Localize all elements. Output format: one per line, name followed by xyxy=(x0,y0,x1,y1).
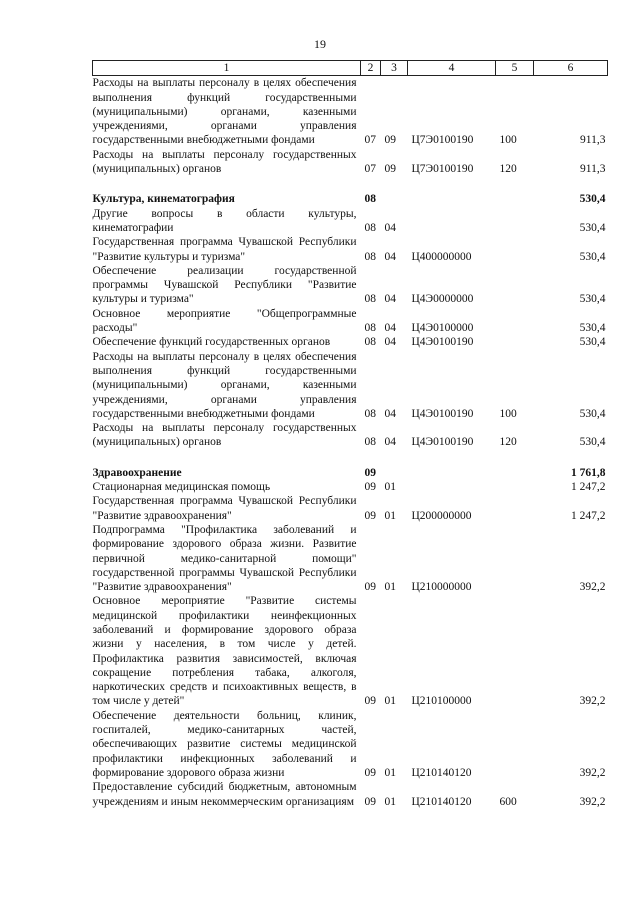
cell-c3: 04 xyxy=(384,407,396,420)
cell-c2: 08 xyxy=(364,250,376,263)
section-row xyxy=(93,176,608,206)
cell-c3 xyxy=(381,176,408,206)
column-header: 2 xyxy=(361,61,381,76)
cell-c2: 09 xyxy=(364,509,376,522)
cell-c2: 08 xyxy=(364,436,376,449)
cell-c6: 530,4 xyxy=(579,322,606,335)
row-label: Расходы на выплаты персоналу в целях обеспечения выполнения функций государственными (муниципальными) органами, казенными учреждениями, органами управления государственными внебюджетными фондами xyxy=(92,350,357,420)
cell-c6: 1 761,8 xyxy=(571,466,606,479)
cell-c5 xyxy=(496,207,534,236)
cell-c5 xyxy=(496,264,534,307)
cell-c5 xyxy=(496,523,534,594)
cell-c4: Ц210140120 xyxy=(411,766,472,779)
row-label: Предоставление субсидий бюджетным, автономным учреждениям и иным некоммерческим организациям xyxy=(92,781,357,808)
table-row xyxy=(93,207,608,236)
cell-c4: Ц210100000 xyxy=(411,695,472,708)
cell-c5 xyxy=(496,307,534,336)
cell-c5 xyxy=(496,235,534,264)
table-row xyxy=(93,350,608,421)
cell-c2: 08 xyxy=(364,193,376,206)
cell-c5 xyxy=(496,335,534,349)
cell-c5 xyxy=(496,709,534,780)
table-body xyxy=(93,76,608,809)
row-label: Другие вопросы в области культуры, кинематографии xyxy=(92,207,357,234)
cell-c2: 09 xyxy=(364,481,376,494)
row-label: Государственная программа Чувашской Республики "Развитие здравоохранения" xyxy=(92,495,357,522)
cell-c4 xyxy=(408,480,496,494)
cell-c2: 07 xyxy=(364,134,376,147)
cell-c6: 392,2 xyxy=(579,695,606,708)
cell-c4 xyxy=(408,207,496,236)
cell-c3: 04 xyxy=(384,436,396,449)
row-label: Обеспечение реализации государственной программы Чувашской Республики "Развитие культуры и туризма" xyxy=(92,264,357,306)
row-label: Подпрограмма "Профилактика заболеваний и формирование здорового образа жизни. Развитие первичной медико-санитарной помощи" государственной программы Чувашской Республики "Развитие здравоохранения" xyxy=(92,523,357,594)
cell-c4: Ц7Э0100190 xyxy=(411,163,474,176)
column-header: 1 xyxy=(93,61,361,76)
cell-c2: 08 xyxy=(364,293,376,306)
cell-c2: 09 xyxy=(364,466,376,479)
cell-c2: 09 xyxy=(364,695,376,708)
cell-c3: 04 xyxy=(384,221,396,234)
row-label: Стационарная медицинская помощь xyxy=(92,481,271,494)
cell-c4: Ц200000000 xyxy=(411,509,472,522)
row-label: Расходы на выплаты персоналу государственных (муниципальных) органов xyxy=(92,148,357,176)
section-row xyxy=(93,450,608,480)
cell-c6: 911,3 xyxy=(580,163,606,176)
table-row xyxy=(93,335,608,349)
cell-c6: 392,2 xyxy=(579,795,606,808)
cell-c3: 01 xyxy=(384,695,396,708)
cell-c6: 530,4 xyxy=(579,293,606,306)
cell-c2: 09 xyxy=(364,766,376,779)
row-label: Основное мероприятие "Развитие системы медицинской профилактики неинфекционных заболеваний и формирование здорового образа жизни у населения, в том числе у детей. Профилактика развития зависимостей, включая сокращение потребления табака, алкоголя, наркотических средств и психоактивных веществ, в том числе у детей" xyxy=(92,595,357,708)
cell-c2: 09 xyxy=(364,581,376,594)
cell-c4: Ц4Э0000000 xyxy=(411,293,474,306)
cell-c6: 1 247,2 xyxy=(571,481,606,494)
table-header-row xyxy=(93,61,608,76)
cell-c2: 08 xyxy=(364,221,376,234)
cell-c3: 01 xyxy=(384,795,396,808)
page-number: 19 xyxy=(314,37,326,51)
cell-c4 xyxy=(408,176,496,206)
table-row xyxy=(93,494,608,523)
cell-c6: 530,4 xyxy=(579,336,606,349)
cell-c6: 530,4 xyxy=(579,221,606,234)
cell-c3: 04 xyxy=(384,322,396,335)
row-label: Расходы на выплаты персоналу государственных (муниципальных) органов xyxy=(92,422,357,449)
table-row xyxy=(93,780,608,809)
row-label: Обеспечение функций государственных органов xyxy=(92,336,331,349)
row-label: Обеспечение деятельности больниц, клиник, госпиталей, медико-санитарных частей, обеспечивающих развитие системы медицинской профилактики инфекционных заболеваний и формирование здорового образа жизни xyxy=(92,709,357,779)
table-row xyxy=(93,76,608,148)
row-label: Основное мероприятие "Общепрограммные расходы" xyxy=(92,307,357,335)
cell-c6: 1 247,2 xyxy=(571,509,606,522)
cell-c3: 01 xyxy=(384,481,396,494)
cell-c6: 392,2 xyxy=(579,766,606,779)
table-row xyxy=(93,264,608,307)
cell-c4 xyxy=(408,450,496,480)
cell-c5: 100 xyxy=(499,407,517,420)
cell-c5: 120 xyxy=(499,163,517,176)
cell-c2: 08 xyxy=(364,407,376,420)
row-label: Культура, кинематография xyxy=(92,193,235,206)
table-row xyxy=(93,148,608,177)
cell-c4: Ц4Э0100190 xyxy=(411,436,474,449)
cell-c5: 120 xyxy=(499,436,517,449)
cell-c4: Ц4Э0100190 xyxy=(411,336,474,349)
cell-c5 xyxy=(496,494,534,523)
row-label: Расходы на выплаты персоналу в целях обеспечения выполнения функций государственными (муниципальными) органами, казенными учреждениями, органами управления государственными внебюджетными фондами xyxy=(92,77,357,147)
column-header: 5 xyxy=(496,61,534,76)
column-header: 4 xyxy=(408,61,496,76)
column-header: 3 xyxy=(381,61,408,76)
cell-c2: 08 xyxy=(364,336,376,349)
cell-c3: 04 xyxy=(384,250,396,263)
cell-c5 xyxy=(496,450,534,480)
cell-c2: 09 xyxy=(364,795,376,808)
cell-c5 xyxy=(496,176,534,206)
table-row xyxy=(93,421,608,450)
cell-c5: 100 xyxy=(499,134,517,147)
cell-c4: Ц400000000 xyxy=(411,250,472,263)
cell-c3 xyxy=(381,450,408,480)
cell-c3: 09 xyxy=(384,163,396,176)
cell-c4: Ц7Э0100190 xyxy=(411,134,474,147)
cell-c3: 04 xyxy=(384,293,396,306)
cell-c2: 07 xyxy=(364,163,376,176)
cell-c3: 01 xyxy=(384,766,396,779)
cell-c5: 600 xyxy=(499,795,517,808)
cell-c6: 530,4 xyxy=(579,436,606,449)
table-row xyxy=(93,307,608,336)
cell-c5 xyxy=(496,594,534,708)
table-row xyxy=(93,523,608,594)
table-row xyxy=(93,709,608,780)
cell-c3: 04 xyxy=(384,336,396,349)
row-label: Здравоохранение xyxy=(92,466,182,479)
row-label: Государственная программа Чувашской Республики "Развитие культуры и туризма" xyxy=(92,236,357,263)
cell-c6: 530,4 xyxy=(579,250,606,263)
cell-c3: 09 xyxy=(384,134,396,147)
cell-c4: Ц4Э0100190 xyxy=(411,407,474,420)
budget-table xyxy=(92,60,608,809)
table-row xyxy=(93,594,608,708)
cell-c5 xyxy=(496,480,534,494)
cell-c6: 530,4 xyxy=(579,193,606,206)
cell-c3: 01 xyxy=(384,509,396,522)
cell-c6: 911,3 xyxy=(580,134,606,147)
cell-c6: 530,4 xyxy=(579,407,606,420)
cell-c4: Ц210000000 xyxy=(411,581,472,594)
cell-c4: Ц4Э0100000 xyxy=(411,322,474,335)
cell-c6: 392,2 xyxy=(579,581,606,594)
column-header: 6 xyxy=(534,61,608,76)
cell-c4: Ц210140120 xyxy=(411,795,472,808)
table-row xyxy=(93,235,608,264)
cell-c3: 01 xyxy=(384,581,396,594)
table-row xyxy=(93,480,608,494)
cell-c2: 08 xyxy=(364,322,376,335)
